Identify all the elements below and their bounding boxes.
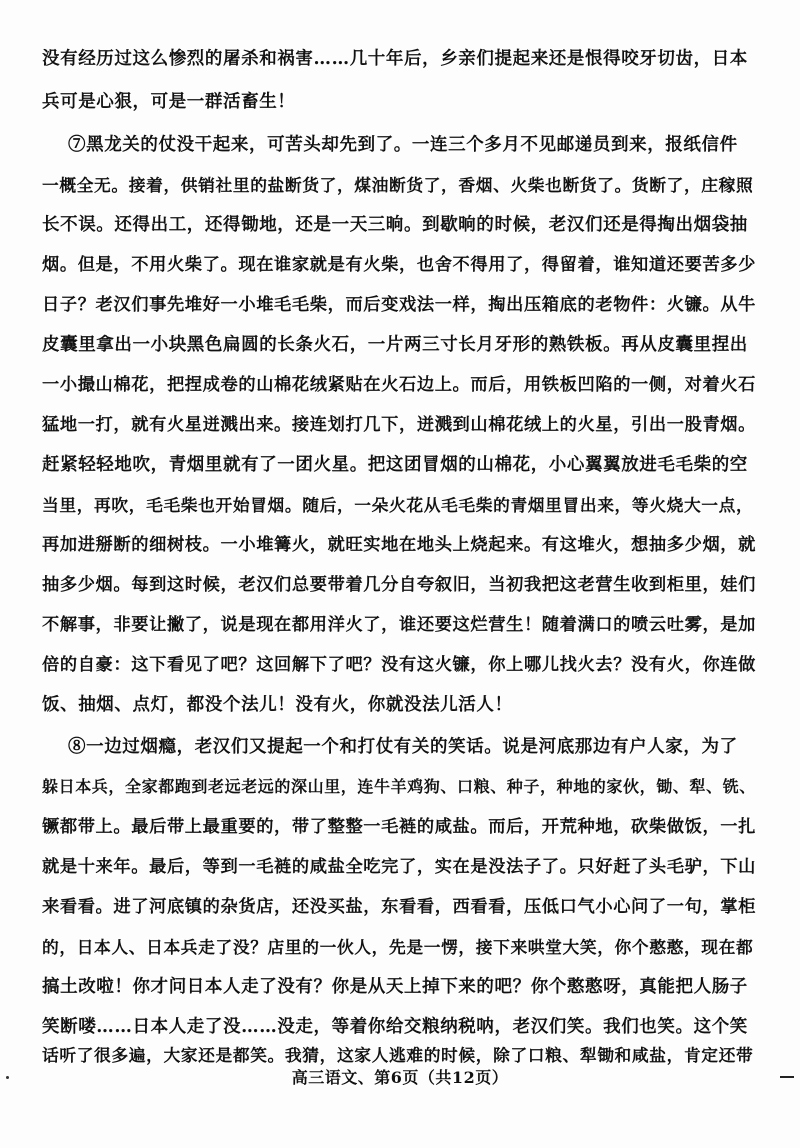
margin-mark [780,1076,794,1078]
text-line: 来看看。进了河底镇的杂货店，还没买盐，东看看，西看看，压低口气小心问了一句，掌柜 [42,897,757,917]
text-line: 长不误。还得出工，还得锄地，还是一天三晌。到歇晌的时候，老汉们还是得掏出烟袋抽 [42,215,748,235]
text-line: 兵可是心狠，可是一群活畜生！ [42,92,296,112]
text-line: 一概全无。接着，供销社里的盐断货了，煤油断货了，香烟、火柴也断货了。货断了，庄稼照 [42,175,754,195]
text-line: 饭、抽烟、点灯，都没个法儿！没有火，你就没法儿活人！ [42,695,513,715]
scan-speck [6,1076,9,1079]
paragraph-7-start: ⑦黑龙关的仗没干起来，可苦头却先到了。一连三个多月不见邮递员到来，报纸信件 [68,135,738,155]
text-line: 再加进掰断的细树枝。一小堆篝火，就旺实地在地头上烧起来。有这堆火，想抽多少烟，就 [42,535,757,555]
text-line: 躲日本兵，全家都跑到老远老远的深山里，连牛羊鸡狗、口粮、种子，种地的家伙，锄、犁、铣、 [42,777,756,796]
text-line: 不解事，非要让撇了，说是现在都用洋火了，谁还要这烂营生！随着满口的喷云吐雾，是加 [42,615,757,635]
page-footer: 高三语文、第6页（共12页） [291,1068,509,1087]
text-line: 猛地一打，就有火星迸溅出来。接连划打几下，迸溅到山棉花绒上的火星，引出一股青烟。 [42,415,757,435]
text-line: 镢都带上。最后带上最重要的，带了整整一毛裢的咸盐。而后，开荒种地，砍柴做饭，一扎 [42,817,757,837]
text-line: 皮囊里拿出一小块黑色扁圆的长条火石，一片两三寸长月牙形的熟铁板。再从皮囊里捏出 [42,335,748,355]
text-line: 烟。但是，不用火柴了。现在谁家就是有火柴，也舍不得用了，得留着，谁知道还要苦多少 [42,255,757,275]
text-line: 没有经历过这么惨烈的屠杀和祸害……几十年后，乡亲们提起来还是恨得咬牙切齿，日本 [42,49,748,69]
paragraph-8-start: ⑧一边过烟瘾，老汉们又提起一个和打仗有关的笑话。说是河底那边有户人家，为了 [68,737,738,757]
text-line: 倍的自豪：这下看见了吧？这回解下了吧？没有这火镰，你上哪儿找火去？没有火，你连做 [42,655,757,675]
text-line: 日子？老汉们事先堆好一小堆毛毛柴，而后变戏法一样，掏出压箱底的老物件：火镰。从牛 [42,295,757,315]
text-line: 话听了很多遍，大家还是都笑。我猜，这家人逃难的时候，除了口粮、犁锄和咸盐，肯定还带 [42,1045,754,1065]
text-line: 赶紧轻轻地吹，青烟里就有了一团火星。把这团冒烟的山棉花，小心翼翼放进毛毛柴的空 [42,455,748,475]
text-line: 当里，再吹，毛毛柴也开始冒烟。随后，一朵火花从毛毛柴的青烟里冒出来，等火烧大一点， [42,495,754,515]
text-line: 的，日本人、日本兵走了没？店里的一伙人，先是一愣，接下来哄堂大笑，你个憨憨，现在都 [42,937,754,957]
text-line: 一小撮山棉花，把捏成卷的山棉花绒紧贴在火石边上。而后，用铁板凹陷的一侧，对着火石 [42,375,757,395]
text-line: 搞土改啦！你才问日本人走了没有？你是从天上掉下来的吧？你个憨憨呀，真能把人肠子 [42,977,748,997]
text-line: 笑断喽……日本人走了没……没走，等着你给交粮纳税呐，老汉们笑。我们也笑。这个笑 [42,1017,748,1037]
text-line: 抽多少烟。每到这时候，老汉们总要带着几分自夸叙旧，当初我把这老营生收到柜里，娃们 [42,575,757,595]
text-line: 就是十来年。最后，等到一毛裢的咸盐全吃完了，实在是没法子了。只好赶了头毛驴，下山 [42,857,757,877]
